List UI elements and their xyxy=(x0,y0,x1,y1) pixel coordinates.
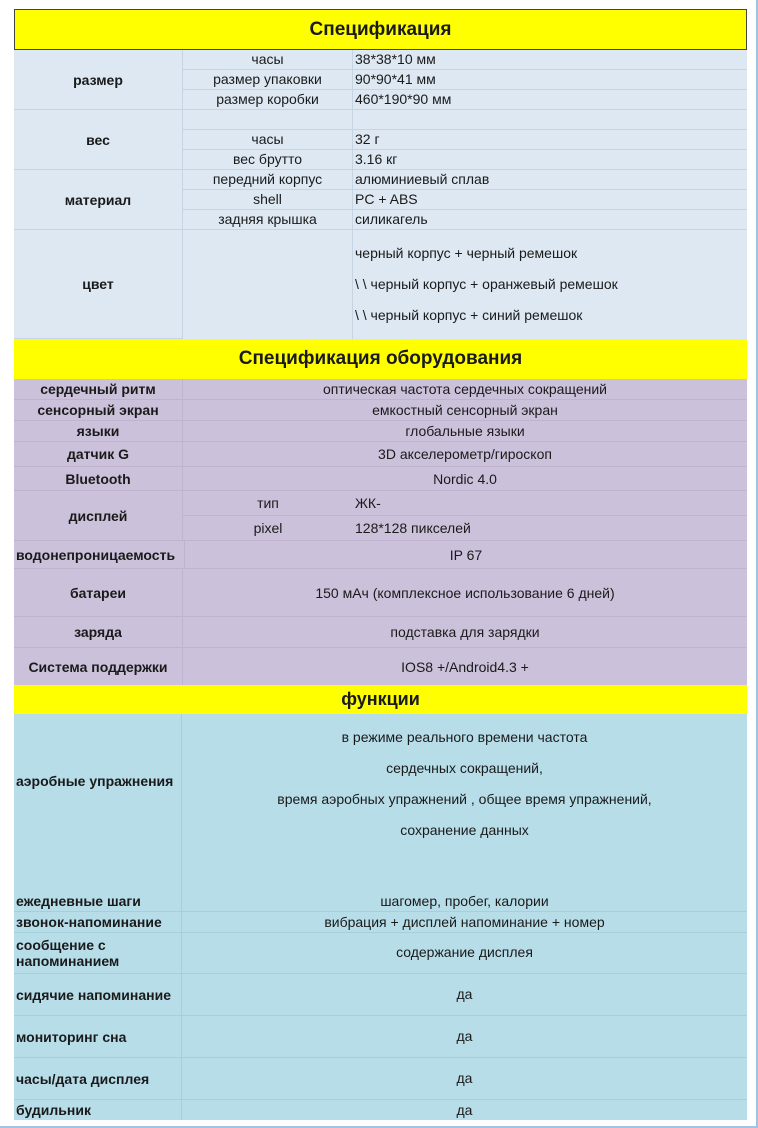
row-label: языки xyxy=(14,421,183,441)
table-row xyxy=(183,50,747,70)
sub-label: часы xyxy=(183,50,353,69)
row-group-material xyxy=(14,170,747,230)
table-row xyxy=(14,891,747,912)
cell-value: 3.16 кг xyxy=(355,151,398,167)
table-row xyxy=(14,933,747,974)
cell-value: 90*90*41 мм xyxy=(355,71,436,87)
table-row xyxy=(14,421,747,442)
row-value: подставка для зарядки xyxy=(390,624,540,640)
table-row xyxy=(183,190,747,210)
row-label: часы/дата дисплея xyxy=(14,1058,182,1099)
row-value: Nordic 4.0 xyxy=(433,470,497,487)
table-row xyxy=(183,516,747,540)
row-value: оптическая частота сердечных сокращений xyxy=(323,381,607,397)
row-label: датчик G xyxy=(14,442,183,466)
color-option: черный корпус + черный ремешок xyxy=(355,245,578,261)
description-line: сохранение данных xyxy=(400,822,529,838)
sub-label: размер коробки xyxy=(183,90,353,109)
row-label: Bluetooth xyxy=(14,467,183,490)
table-row xyxy=(183,130,747,150)
sub-label: тип xyxy=(257,495,279,511)
cell-value: силикагель xyxy=(355,211,428,227)
table-row xyxy=(14,541,747,569)
row-value: да xyxy=(456,1028,473,1044)
table-row xyxy=(14,912,747,933)
row-value: да xyxy=(456,1070,473,1086)
row-label: заряда xyxy=(14,617,183,647)
table-row xyxy=(14,400,747,421)
description-line: в режиме реального времени частота xyxy=(341,729,588,745)
row-value: да xyxy=(456,986,473,1002)
section-title-functions: функции xyxy=(14,685,747,714)
table-row xyxy=(183,170,747,190)
table-row xyxy=(14,1100,747,1120)
table-row xyxy=(14,648,747,685)
table-row xyxy=(14,617,747,648)
label-color: цвет xyxy=(14,230,183,339)
empty-sub-cell xyxy=(183,230,353,339)
table-row xyxy=(14,1016,747,1058)
row-label: Система поддержки xyxy=(14,648,183,685)
color-option: \ \ черный корпус + оранжевый ремешок xyxy=(355,276,618,292)
row-label: ежедневные шаги xyxy=(14,891,182,911)
table-row xyxy=(14,569,747,617)
table-row xyxy=(183,150,747,170)
hardware-section xyxy=(14,379,747,685)
sub-label: размер упаковки xyxy=(183,70,353,89)
row-label: аэробные упражнения xyxy=(14,714,182,891)
row-label: мониторинг сна xyxy=(14,1016,182,1057)
sub-label: pixel xyxy=(253,520,283,536)
color-options xyxy=(353,230,747,339)
description-line: сердечных сокращений, xyxy=(386,760,543,776)
row-group-color xyxy=(14,230,747,339)
row-label: сенсорный экран xyxy=(14,400,183,420)
row-value: емкостный сенсорный экран xyxy=(372,402,558,418)
table-row xyxy=(14,714,747,891)
label-size: размер xyxy=(14,50,183,110)
row-value: 150 мАч (комплексное использование 6 дней) xyxy=(315,584,615,601)
row-value: IP 67 xyxy=(449,546,483,563)
sub-label: передний корпус xyxy=(183,170,353,189)
sub-label: вес брутто xyxy=(183,150,353,169)
cell-value: ЖК- xyxy=(355,495,381,511)
label-weight: вес xyxy=(14,110,183,170)
sub-label xyxy=(183,110,353,129)
sub-label: shell xyxy=(183,190,353,209)
section-title-spec: Спецификация xyxy=(14,9,747,50)
row-group-weight xyxy=(14,110,747,170)
table-row xyxy=(14,974,747,1016)
color-option: \ \ черный корпус + синий ремешок xyxy=(355,307,583,323)
row-group-size xyxy=(14,50,747,110)
row-value: глобальные языки xyxy=(405,423,525,439)
table-row xyxy=(183,210,747,230)
cell-value: 32 г xyxy=(355,131,380,147)
table-row xyxy=(183,491,747,516)
row-value: содержание дисплея xyxy=(396,944,533,960)
row-value: вибрация + дисплей напоминание + номер xyxy=(324,914,605,930)
sub-label: часы xyxy=(183,130,353,149)
row-label: дисплей xyxy=(14,491,183,540)
table-row xyxy=(183,90,747,110)
row-value: шагомер, пробег, калории xyxy=(380,893,549,909)
spec-section xyxy=(14,50,747,339)
table-row xyxy=(14,467,747,491)
spec-sheet xyxy=(14,9,747,1120)
aerobic-description xyxy=(182,714,747,891)
label-material: материал xyxy=(14,170,183,230)
row-label: сообщение с напоминанием xyxy=(14,933,182,973)
description-line: время аэробных упражнений , общее время упражнений, xyxy=(277,791,652,807)
cell-value: алюминиевый сплав xyxy=(355,171,490,187)
cell-value: 128*128 пикселей xyxy=(355,520,471,536)
table-row xyxy=(14,442,747,467)
row-group-display xyxy=(14,491,747,541)
cell-value: 460*190*90 мм xyxy=(355,91,452,107)
cell-value: PC + ABS xyxy=(355,191,418,207)
row-value: 3D акселерометр/гироскоп xyxy=(378,446,552,462)
row-value: да xyxy=(456,1102,473,1118)
row-label: сидячие напоминание xyxy=(14,974,182,1015)
row-label: сердечный ритм xyxy=(14,379,183,399)
sub-label: задняя крышка xyxy=(183,210,353,229)
table-row xyxy=(14,379,747,400)
row-value: IOS8 +/Android4.3 + xyxy=(401,658,529,675)
row-label: водонепроницаемость xyxy=(14,541,185,568)
table-row xyxy=(183,110,747,130)
row-label: звонок-напоминание xyxy=(14,912,182,932)
row-label: батареи xyxy=(14,569,183,616)
section-title-hardware: Спецификация оборудования xyxy=(14,339,747,379)
row-label: будильник xyxy=(14,1100,182,1120)
table-row xyxy=(14,1058,747,1100)
table-row xyxy=(183,70,747,90)
cell-value xyxy=(353,110,747,129)
functions-section xyxy=(14,714,747,1120)
cell-value: 38*38*10 мм xyxy=(355,51,436,67)
